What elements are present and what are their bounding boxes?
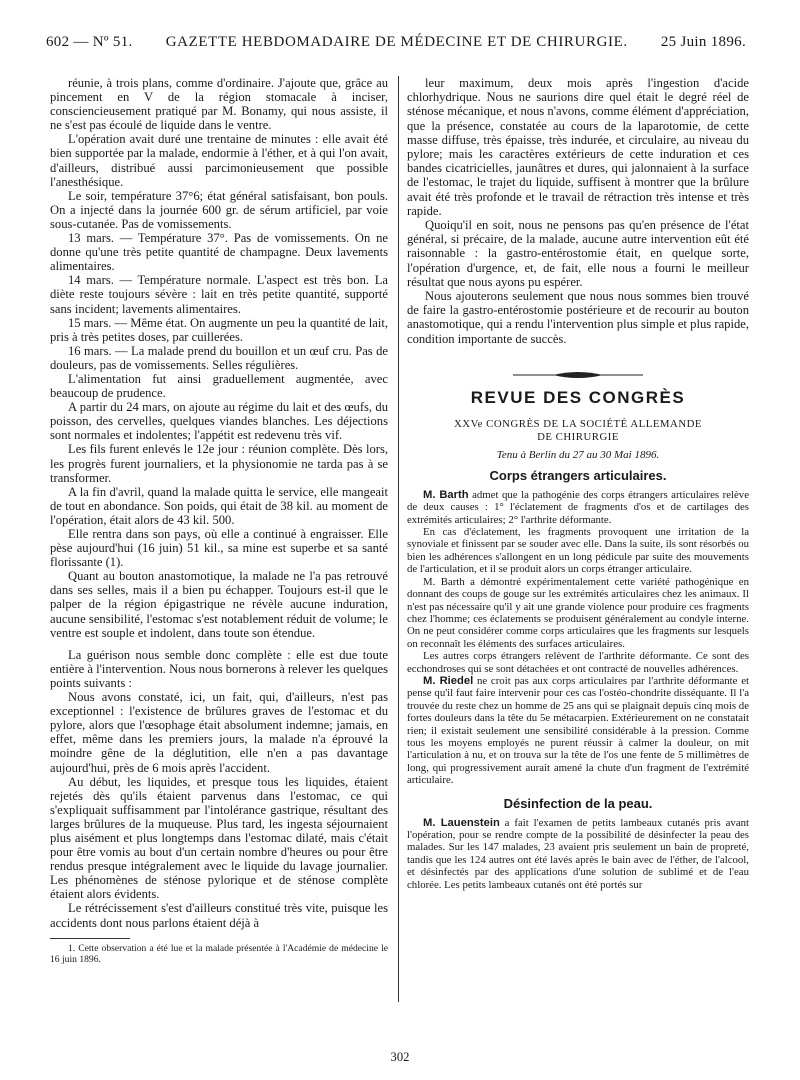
running-header bbox=[46, 34, 746, 60]
foreign-bodies-section bbox=[407, 489, 749, 787]
paragraph: Les autres corps étrangers relèvent de l'arthrite déformante. Ce sont des ecchondroses qui se sont détachées et ont contracté de nouvelles adhérences. bbox=[407, 650, 749, 675]
discussion-paragraphs bbox=[50, 648, 388, 930]
congress-line-1: XXVe CONGRÈS DE LA SOCIÉTÉ ALLEMANDE bbox=[453, 417, 703, 430]
paragraph: Elle rentra dans son pays, où elle a continué à engraisser. Elle pèse aujourd'hui (16 juin) 51 kil., sa mine est superbe et sa santé florissante (1). bbox=[50, 527, 388, 570]
paragraph: A partir du 24 mars, on ajoute au régime du lait et des œufs, du poisson, des cervelles, quelques viandes blanches. Les déjections sont normales et indolentes; l'appétit est redevenu très vif. bbox=[50, 400, 388, 443]
paragraph: 13 mars. — Température 37°. Pas de vomissements. On ne donne qu'une très petite quantité de champagne. Deux lavements alimentaires. bbox=[50, 231, 388, 274]
paragraph: 16 mars. — La malade prend du bouillon et un œuf cru. Pas de douleurs, pas de vomissements. Selles régulières. bbox=[50, 343, 388, 372]
paragraph: 14 mars. — Température normale. L'aspect est très bon. La diète reste toujours sévère : lait en très petite quantité, supporté sans incident; lavements alimentaires. bbox=[50, 273, 388, 316]
lauenstein-paragraph bbox=[407, 817, 749, 891]
conclusion-paragraphs bbox=[407, 76, 749, 346]
speaker-riedel: M. Riedel bbox=[423, 674, 474, 687]
lauenstein-text: a fait l'examen de petits lambeaux cutanés pris avant l'opération, pour se rendre compte de la possibilité de désinfecter la peau des malades. Sur les 147 malades, 23 avaient pris seulement un bain de propreté, tandis que les 124 autres ont été lavés après le bain avec de l'éther, de l'alcool, et désinfectés par des applications d'une solution de sublimé et de l'eau chlorée. Les petits lambeaux cutanés ont été portés sur bbox=[407, 816, 749, 891]
paragraph: leur maximum, deux mois après l'ingestion d'acide chlorhydrique. Nous ne saurions dire quel était le degré réel de sténose mécanique, et nous n'avons, comme élément d'appréciation, que la présence, constatée au cours de la laparotomie, de cette masse diffuse, très épaisse, très indurée, et circulaire, au niveau du pylore; mais les caractères extérieurs de cette induration et ces bandes cicatricielles, jaunâtres et dures, qui jalonnaient à la surface de l'estomac, le trajet du liquide, suffisent à montrer que la brûlure avait été très profonde et le travail de rétraction très intense et très rapide. bbox=[407, 76, 749, 218]
right-column bbox=[407, 76, 749, 1014]
paragraph: L'alimentation fut ainsi graduellement augmentée, avec beaucoup de prudence. bbox=[50, 371, 388, 401]
paragraph: L'opération avait duré une trentaine de minutes : elle avait été bien supportée par la malade, endormie à l'éther, et à qui l'on avait, d'ailleurs, distribué aussi parcimonieusement que possible l'anesthésique. bbox=[50, 132, 388, 189]
paragraph: Le rétrécissement s'est d'ailleurs constitué très vite, puisque les accidents dont nous parlons étaient déjà à bbox=[50, 901, 388, 930]
footnote-rule bbox=[50, 938, 130, 939]
issue-date: 25 Juin 1896. bbox=[660, 34, 746, 50]
barth-paragraph bbox=[407, 489, 749, 526]
paragraph: M. Barth a démontré expérimentalement cette variété pathogénique en donnant des coups de gouge sur les extrémités articulaires chez les animaux. Il n'est pas nécessaire qu'il y ait une grande violence pour produire ces fragments chez l'homme; ces éclatements se produisent généralement au condyle interne. On ne peut considérer comme corps articulaires que les fragments sur lesquels on reconnaît les éléments des surfaces articulaires. bbox=[407, 575, 749, 650]
paragraph: Quoiqu'il en soit, nous ne pensons pas qu'en présence de l'état général, si précaire, de la malade, aucune autre intervention eût été raisonnable : la gastro-entérostomie était, en quelque sorte, l'opération d'urgence, et, de fait, elle nous a fourni le meilleur résultat que nous ayons pu espérer. bbox=[407, 218, 749, 289]
paragraph: En cas d'éclatement, les fragments provoquent une irritation de la synoviale et finissent par se souder avec elle. Dans la suite, ils sont résorbés ou bien les adhérences s'allongent en un long pédicule par suite des mouvements de l'articulation, et il se produit alors un corps étranger articulaire. bbox=[407, 526, 749, 576]
paragraph: Au début, les liquides, et presque tous les liquides, étaient rejetés dès qu'ils étaient parvenus dans l'estomac, ce qui s'expliquait suffisamment par l'intolérance gastrique, résultant des larges brûlures de la muqueuse. Plus tard, les ingesta séjournaient plus aisément et plus longtemps dans l'estomac dilaté, mais c'était pour être vomis au bout d'un certain nombre d'heures ou pour être rendus presque intégralement avec le liquide du lavage journalier. Les phénomènes de sténose pylorique et de sténose complète étaient alors évidents. bbox=[50, 774, 388, 902]
footnote: 1. Cette observation a été lue et la malade présentée à l'Académie de médecine le 16 juin 1896. bbox=[50, 942, 388, 966]
section-title: REVUE DES CONGRÈS bbox=[470, 387, 686, 407]
congress-name bbox=[407, 418, 749, 444]
paragraph: A la fin d'avril, quand la malade quitta le service, elle mangeait de tout en abondance. Son poids, qui était de 38 kil. au moment de l'opération, était alors de 43 kil. 500. bbox=[50, 484, 388, 527]
speaker-barth: M. Barth bbox=[423, 488, 469, 501]
congress-dates: Tenu à Berlin du 27 au 30 Mai 1896. bbox=[496, 448, 660, 461]
paragraph: 15 mars. — Même état. On augmente un peu la quantité de lait, pris à très petites doses, par cuillerées. bbox=[50, 315, 388, 344]
riedel-text: ne croit pas aux corps articulaires par l'arthrite déformante et pense qu'il faut faire intervenir pour ces cas l'ostéo-chondrite disséquante. Il l'a trouvée du reste chez un homme de 25 ans qui se plaignait depuis cinq mois de fortes douleurs dans la tête du 5e métacarpien. Extérieurement on ne constatait rien; il existait seulement une sensibilité considérable à la pression. Comme tous les moyens employés ne purent réussir à calmer la douleur, on mit l'articulation à nu, et on trouva sur la tête de l'os une fente de 5 millimètres de long, qui progressivement aurait amené la chute d'un fragment de l'extrémité articulaire. bbox=[407, 674, 749, 787]
subheading-foreign-bodies: Corps étrangers articulaires. bbox=[489, 467, 667, 483]
left-column bbox=[50, 76, 388, 1014]
column-divider bbox=[398, 76, 399, 1002]
riedel-paragraph bbox=[407, 675, 749, 787]
paragraph: Quant au bouton anastomotique, la malade ne l'a pas retrouvé dans ses selles, mais il a bien pu échapper. Toujours est-il que le palper de la région épigastrique ne révèle aucune induration, aucune sensibilité, l'estomac s'est notablement réduit de volume; le ventre est souple et indolent, dans toute son étendue. bbox=[50, 569, 388, 640]
paragraph: Les fils furent enlevés le 12e jour : réunion complète. Dès lors, les progrès furent journaliers, et la physionomie ne tarda pas à se transformer. bbox=[50, 442, 388, 485]
barth-text: admet que la pathogénie des corps étrangers articulaires relève de deux causes : 1° l'éclatement de fragments d'os et de cartilages des extrémités articulaires; 2° l'arthrite déformante. bbox=[407, 488, 749, 526]
case-report-paragraphs bbox=[50, 76, 388, 640]
barth-paragraphs bbox=[407, 526, 749, 675]
speaker-lauenstein: M. Lauenstein bbox=[423, 816, 500, 829]
paragraph: réunie, à trois plans, comme d'ordinaire. J'ajoute que, grâce au pincement en V de la région stomacale à inciser, consciencieusement pratiqué par M. Bonamy, qui nous assiste, il ne s'est pas écoulé de liquide dans le ventre. bbox=[50, 76, 388, 133]
paragraph: Nous ajouterons seulement que nous nous sommes bien trouvé de faire la gastro-entérostomie postérieure et de recourir au bouton anastomotique, qui a rendu l'intervention plus simple et plus rapide, condition importante de succès. bbox=[407, 289, 749, 346]
paragraph: La guérison nous semble donc complète : elle est due toute entière à l'intervention. Nous nous bornerons à relever les quelques points suivants : bbox=[50, 647, 388, 690]
paragraph: Nous avons constaté, ici, un fait, qui, d'ailleurs, n'est pas exceptionnel : l'existence de brûlures graves de l'estomac et du pylore, alors que l'œsophage était absolument indemne; jamais, en effet, même dans les premiers jours, la malade n'a éprouvé la moindre gêne de la déglutition, elle n'en a pas davantage aujourd'hui, près de 6 mois après l'accident. bbox=[50, 690, 388, 775]
page-number: 302 bbox=[390, 1050, 410, 1064]
subheading-skin-disinfection: Désinfection de la peau. bbox=[503, 795, 653, 811]
ornament-divider bbox=[513, 370, 643, 380]
page-reference: 602 — Nº 51. bbox=[46, 34, 133, 50]
journal-title: GAZETTE HEBDOMADAIRE DE MÉDECINE ET DE CHIRURGIE. bbox=[165, 34, 628, 50]
paragraph: Le soir, température 37°6; état général satisfaisant, bon pouls. On a injecté dans la journée 600 gr. de sérum artificiel, par voie sous-cutanée. Pas de vomissements. bbox=[50, 188, 388, 231]
congress-line-2: DE CHIRURGIE bbox=[537, 430, 619, 443]
skin-disinfection-section bbox=[407, 817, 749, 891]
